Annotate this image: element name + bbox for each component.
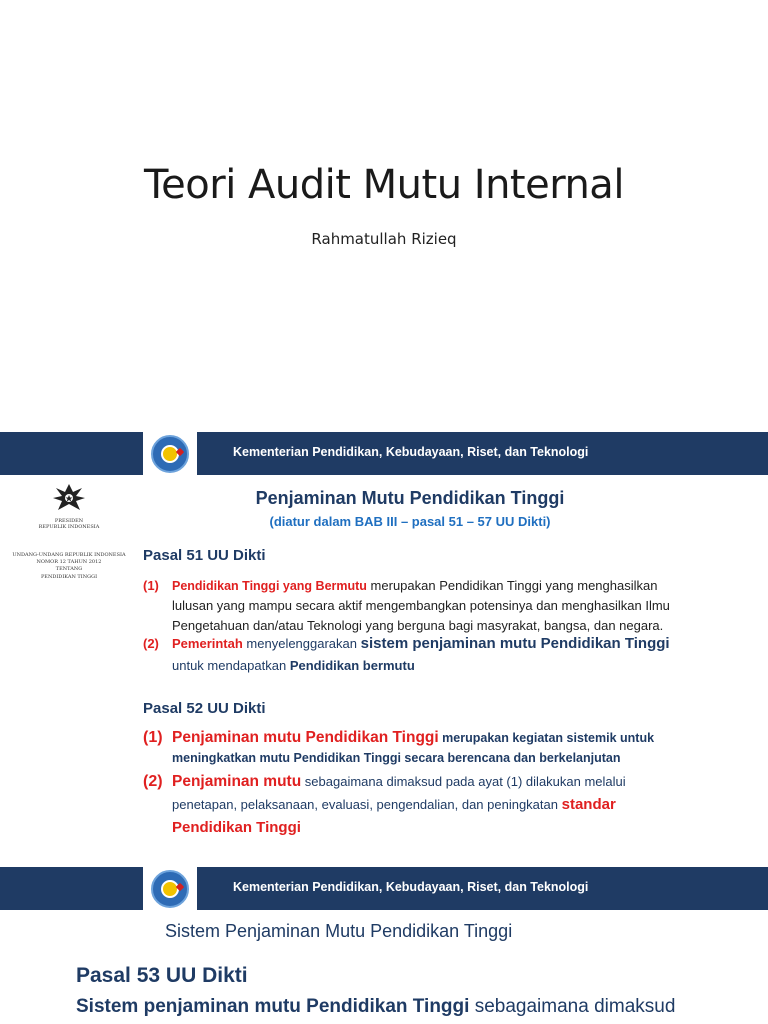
pasal52-item1: (1) Penjaminan mutu Pendidikan Tinggi merupakan kegiatan sistemik untuk meningkatkan mutu Pendidikan Tinggi secara berencana dan berkelanjutan <box>143 729 655 765</box>
garuda-emblem-icon <box>51 482 87 514</box>
section-subtitle: (diatur dalam BAB III – pasal 51 – 57 UU Dikti) <box>269 514 551 529</box>
doc-republic: REPUBLIK INDONESIA <box>38 524 100 530</box>
tut-wuri-handayani-logo-icon <box>151 870 189 908</box>
doc-law-title: UNDANG-UNDANG REPUBLIK INDONESIA <box>12 552 126 558</box>
ministry-logo-box-2 <box>143 867 197 910</box>
law-document-thumbnail <box>8 478 130 598</box>
penjaminan-mutu-slide <box>0 432 768 864</box>
title-slide <box>0 0 768 432</box>
ministry-name: Kementerian Pendidikan, Kebudayaan, Riset, dan Teknologi <box>233 445 589 459</box>
section-title: Penjaminan Mutu Pendidikan Tinggi <box>255 488 565 508</box>
doc-subject: PENDIDIKAN TINGGI <box>40 574 98 580</box>
doc-president: PRESIDEN <box>54 518 84 524</box>
ministry-logo-box <box>143 432 197 475</box>
slide-title: Teori Audit Mutu Internal <box>144 162 624 208</box>
pasal51-item2: (2) Pemerintah menyelenggarakan sistem penjaminan mutu Pendidikan Tinggi untuk mendapatkan Pendidikan bermutu <box>143 635 670 673</box>
pasal53-text: Sistem penjaminan mutu Pendidikan Tinggi sebagaimana dimaksud <box>76 996 676 1017</box>
ministry-name-2: Kementerian Pendidikan, Kebudayaan, Riset, dan Teknologi <box>233 880 589 894</box>
spm-title: Sistem Penjaminan Mutu Pendidikan Tinggi <box>165 921 513 941</box>
spm-slide <box>0 864 768 1024</box>
doc-law-number: NOMOR 12 TAHUN 2012 <box>36 559 102 565</box>
pasal53-heading: Pasal 53 UU Dikti <box>76 964 248 987</box>
pasal52-heading: Pasal 52 UU Dikti <box>143 700 266 717</box>
doc-about: TENTANG <box>55 566 83 572</box>
tut-wuri-handayani-logo-icon <box>151 435 189 473</box>
ministry-header-2 <box>0 867 768 910</box>
slide-author: Rahmatullah Rizieq <box>311 230 457 248</box>
pasal51-item1: (1) Pendidikan Tinggi yang Bermutu merupakan Pendidikan Tinggi yang menghasilkan lulusan yang mampu secara aktif mengembangkan potensinya dan menghasilkan Ilmu Pengetahuan dan/atau Teknologi yang berguna bagi masyrakat, bangsa, dan negara. <box>143 578 670 633</box>
pasal51-heading: Pasal 51 UU Dikti <box>143 547 266 564</box>
ministry-header <box>0 432 768 475</box>
pasal52-item2: (2) Penjaminan mutu sebagaimana dimaksud pada ayat (1) dilakukan melalui penetapan, pelaksanaan, evaluasi, pengendalian, dan peningkatan standar Pendidikan Tinggi <box>143 773 626 836</box>
